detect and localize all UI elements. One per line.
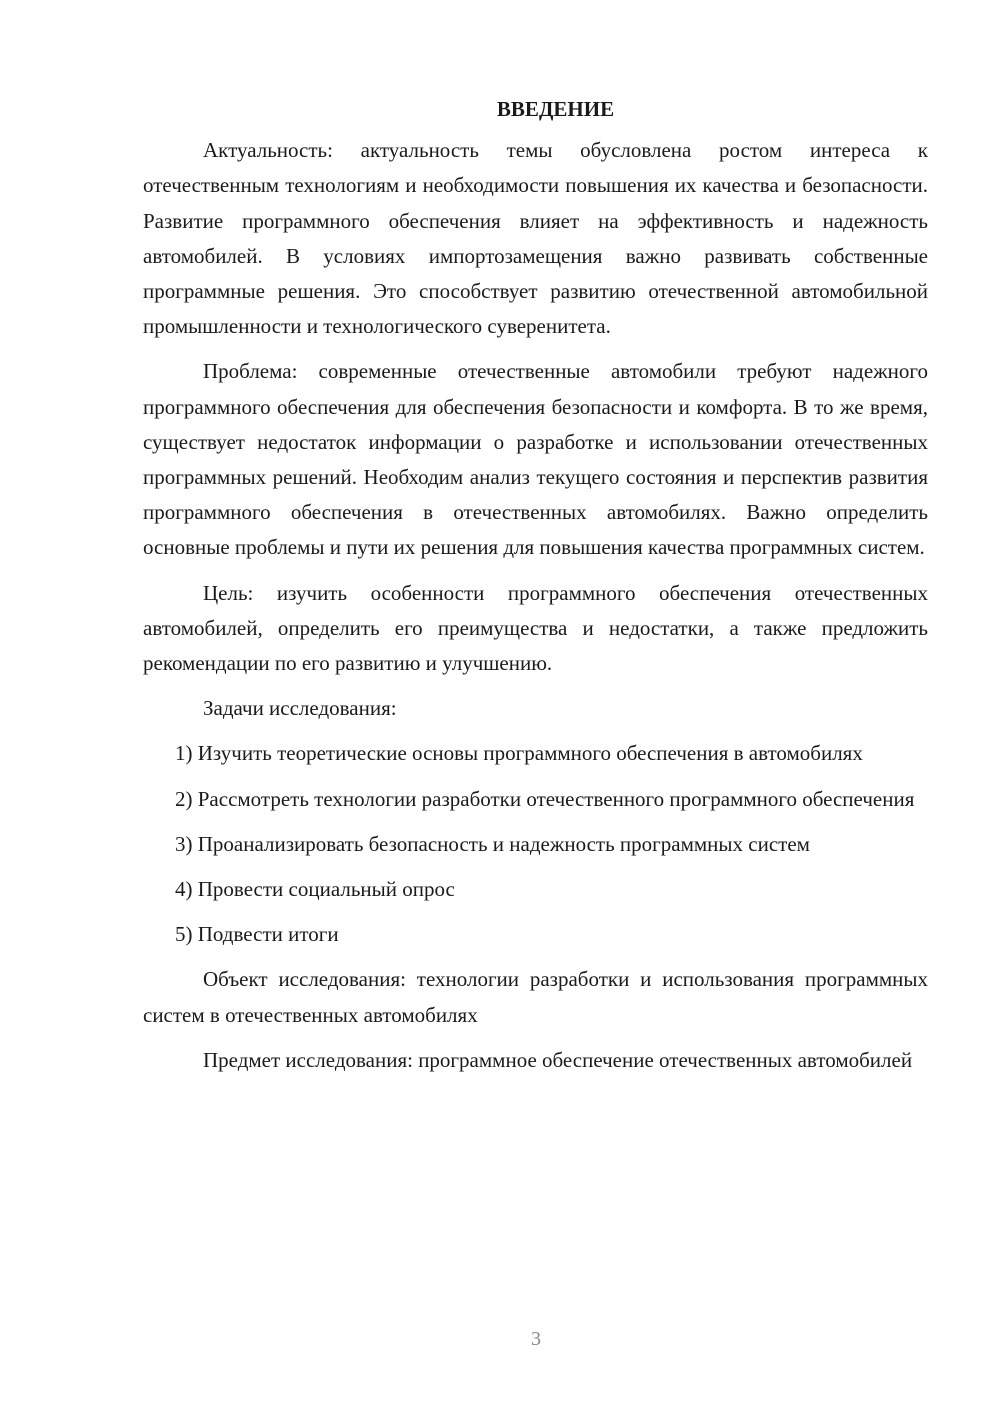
paragraph-subject: Предмет исследования: программное обеспечение отечественных автомобилей xyxy=(203,1047,913,1072)
tasks-heading: Задачи исследования: xyxy=(203,696,397,721)
page-content xyxy=(143,92,928,1078)
paragraph-object: Объект исследования: технологии разработки и использования программных систем в отечественных автомобилях xyxy=(143,967,928,1027)
page-number: 3 xyxy=(531,1328,541,1350)
task-item-5: 5) Подвести итоги xyxy=(175,922,339,947)
task-item-1: 1) Изучить теоретические основы программного обеспечения в автомобилях xyxy=(175,741,863,766)
task-item-3: 3) Проанализировать безопасность и надежность программных систем xyxy=(175,831,810,856)
page-title: ВВЕДЕНИЕ xyxy=(496,97,615,121)
paragraph-problem: Проблема: современные отечественные автомобили требуют надежного программного обеспечения для обеспечения безопасности и комфорта. В то же время, существует недостаток информации о разработке и использовании отечественных программных решений. Необходим анализ текущего состояния и перспектив развития программного обеспечения в отечественных автомобилях. Важно определить основные проблемы и пути их решения для повышения качества программных систем. xyxy=(143,359,928,560)
paragraph-goal: Цель: изучить особенности программного обеспечения отечественных автомобилей, определить его преимущества и недостатки, а также предложить рекомендации по его развитию и улучшению. xyxy=(143,580,928,676)
paragraph-relevance: Актуальность: актуальность темы обусловлена ростом интереса к отечественным технологиям и необходимости повышения их качества и безопасности. Развитие программного обеспечения влияет на эффективность и надежность автомобилей. В условиях импортозамещения важно развивать собственные программные решения. Это способствует развитию отечественной автомобильной промышленности и технологического суверенитета. xyxy=(143,138,928,339)
task-item-2: 2) Рассмотреть технологии разработки отечественного программного обеспечения xyxy=(175,786,915,811)
task-item-4: 4) Провести социальный опрос xyxy=(175,877,455,902)
